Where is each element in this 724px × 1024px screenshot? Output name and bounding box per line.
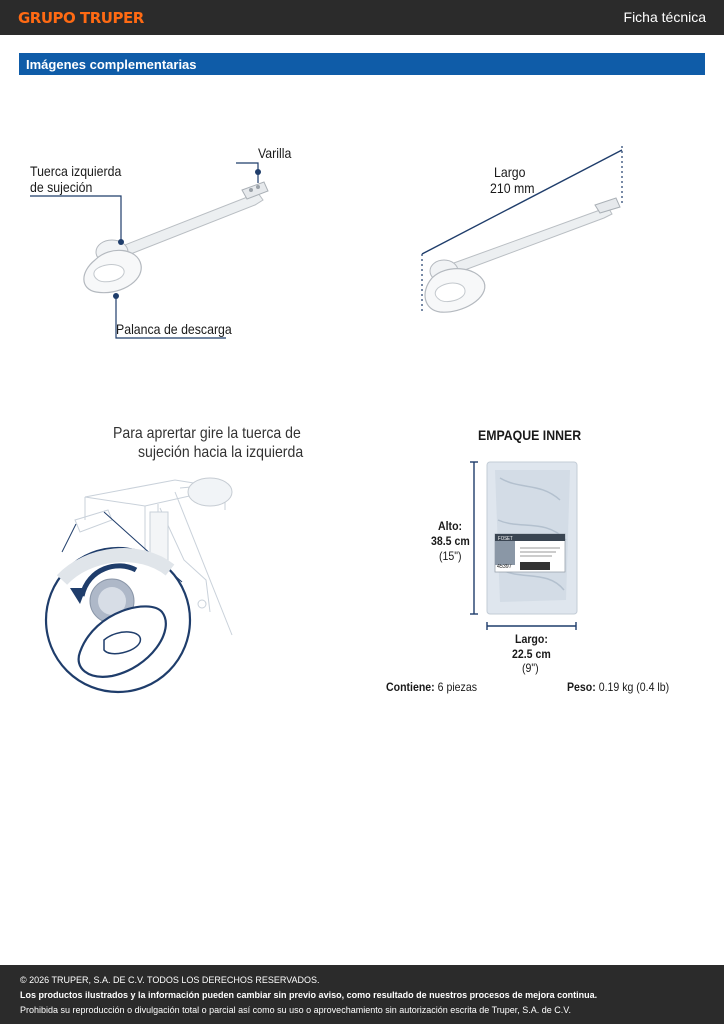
package-width-cm: 22.5 cm <box>512 647 551 661</box>
length-label: Largo <box>494 164 526 180</box>
package-height-cm: 38.5 cm <box>431 534 470 548</box>
footer-notice: Los productos ilustrados y la información pueden cambiar sin previo aviso, como resultado de nuestros procesos de mejora continua. <box>20 990 598 1000</box>
length-value: 210 mm <box>490 180 535 196</box>
package-height-label: Alto: <box>438 519 463 533</box>
package-tag-brand: FOSET <box>498 536 513 542</box>
rod-label: Varilla <box>258 145 292 161</box>
section-title: Imágenes complementarias <box>26 57 197 72</box>
flush-lever-illustration <box>84 182 268 293</box>
footer-copyright: © 2026 TRUPER, S.A. DE C.V. TODOS LOS DERECHOS RESERVADOS. <box>20 975 320 985</box>
instruction-line1: Para aprertar gire la tuerca de <box>113 425 301 442</box>
nut-label-line2: de sujeción <box>30 179 93 195</box>
package-width-label: Largo: <box>515 632 548 646</box>
contains-row <box>386 679 477 695</box>
zoom-detail <box>46 548 190 692</box>
document-type: Ficha técnica <box>623 9 706 25</box>
instruction-line2: sujeción hacia la izquierda <box>138 444 304 461</box>
footer <box>0 965 724 1024</box>
package-title: EMPAQUE INNER <box>478 427 582 443</box>
weight-row <box>567 679 669 695</box>
brand-logo: GRUPO TRUPER <box>18 9 144 27</box>
package-width-in: (9") <box>522 661 539 675</box>
package-height-in: (15") <box>439 549 462 563</box>
weight-label: Peso: <box>567 680 596 694</box>
contains-value: 6 piezas <box>437 680 477 694</box>
nut-label-line1: Tuerca izquierda <box>30 163 122 179</box>
weight-value: 0.19 kg (0.4 lb) <box>598 680 670 694</box>
contains-label: Contiene: <box>386 680 435 694</box>
package-tag-code: 45397 <box>497 564 512 570</box>
lever-label: Palanca de descarga <box>116 321 232 337</box>
footer-legal: Prohibida su reproducción o divulgación total o parcial así como su uso o aprovechamiento sin autorización escrita de Truper, S.A. de C.V. <box>20 1005 571 1015</box>
